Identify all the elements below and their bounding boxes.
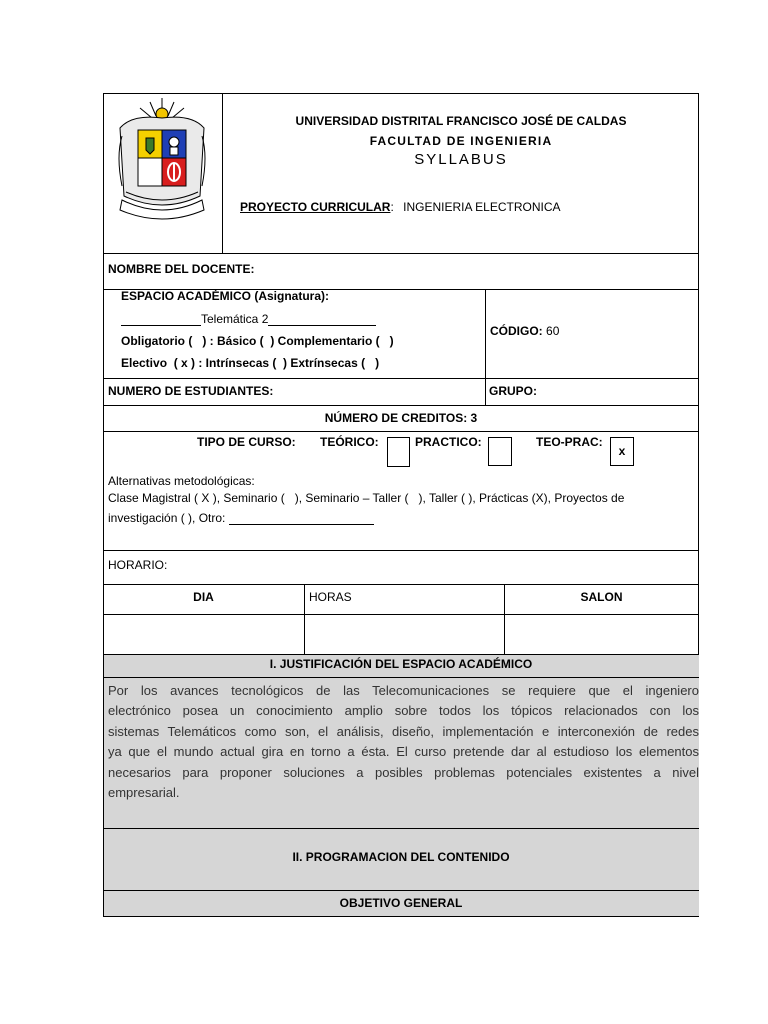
space-elective-line: Electivo ( x ) : Intrínsecas ( ) Extrínsecas ( ) — [121, 356, 380, 370]
practical-checkbox[interactable] — [488, 437, 512, 466]
space-type-line: Obligatorio ( ) : Básico ( ) Complementario ( ) — [121, 334, 394, 348]
code-row — [490, 324, 559, 338]
col-hours: HORAS — [309, 590, 352, 604]
schedule-label: HORARIO: — [108, 558, 168, 572]
space-label: ESPACIO ACADÉMICO (Asignatura): — [121, 289, 330, 303]
project-row — [240, 200, 690, 214]
theo-prac-checkbox[interactable] — [610, 437, 634, 466]
methods-line1: Clase Magistral ( X ), Seminario ( ), Seminario – Taller ( ), Taller ( ), Prácticas (X), Proyectos de — [108, 491, 625, 505]
theo-prac-mark: x — [618, 444, 626, 458]
section1-title: I. JUSTIFICACIÓN DEL ESPACIO ACADÉMICO — [269, 657, 533, 671]
section1-line: empresarial. — [108, 785, 180, 801]
section1-line: sistemas Telemáticos como son, el análisis, diseño, implementación e interconexión de redes — [108, 723, 699, 739]
project-sep: : — [390, 200, 394, 214]
course-type-label: TIPO DE CURSO: — [197, 435, 296, 449]
university-name: UNIVERSIDAD DISTRITAL FRANCISCO JOSÉ DE CALDAS — [295, 114, 627, 128]
project-label: PROYECTO CURRICULAR — [240, 200, 391, 214]
code-value: 60 — [546, 324, 560, 338]
students-label: NUMERO DE ESTUDIANTES: — [108, 384, 274, 398]
col-day: DIA — [193, 590, 214, 604]
project-value: INGENIERIA ELECTRONICA — [403, 200, 561, 214]
theo-prac-label: TEO-PRAC: — [536, 435, 603, 449]
theoretical-label: TEÓRICO: — [320, 435, 379, 449]
section1-body — [108, 681, 699, 803]
methods-label: Alternativas metodológicas: — [108, 474, 255, 488]
faculty-name: FACULTAD DE INGENIERIA — [369, 134, 553, 148]
code-label: CÓDIGO: — [490, 324, 543, 338]
section1-line: Por los avances tecnológicos de las Telecomunicaciones se requiere que el ingeniero — [108, 683, 699, 698]
section1-line: necesarios para proponer soluciones a posibles problemas potenciales existentes a nivel — [108, 764, 699, 780]
section1-line: ya que el mundo actual gira en torno a ésta. El curso pretende dar al estudioso los elementos — [108, 744, 699, 760]
university-logo — [112, 96, 212, 226]
methods-other: investigación ( ), Otro: — [108, 511, 226, 525]
methods-line2 — [108, 511, 374, 525]
subject-name: Telemática 2 — [201, 312, 269, 326]
theoretical-checkbox[interactable] — [387, 437, 410, 467]
subject-line — [121, 312, 376, 326]
section2-title: II. PROGRAMACION DEL CONTENIDO — [292, 850, 510, 864]
group-label: GRUPO: — [489, 384, 537, 398]
document-type: SYLLABUS — [414, 151, 508, 168]
credits-label: NÚMERO DE CREDITOS: 3 — [324, 411, 478, 425]
section1-line: electrónico posea un conocimiento amplio sobre todos los tópicos relacionados con los — [108, 703, 699, 719]
university-shield-crest-icon — [112, 96, 212, 226]
objective-title: OBJETIVO GENERAL — [339, 896, 463, 910]
col-room: SALON — [580, 590, 623, 604]
practical-label: PRACTICO: — [415, 435, 482, 449]
teacher-label: NOMBRE DEL DOCENTE: — [108, 262, 255, 276]
